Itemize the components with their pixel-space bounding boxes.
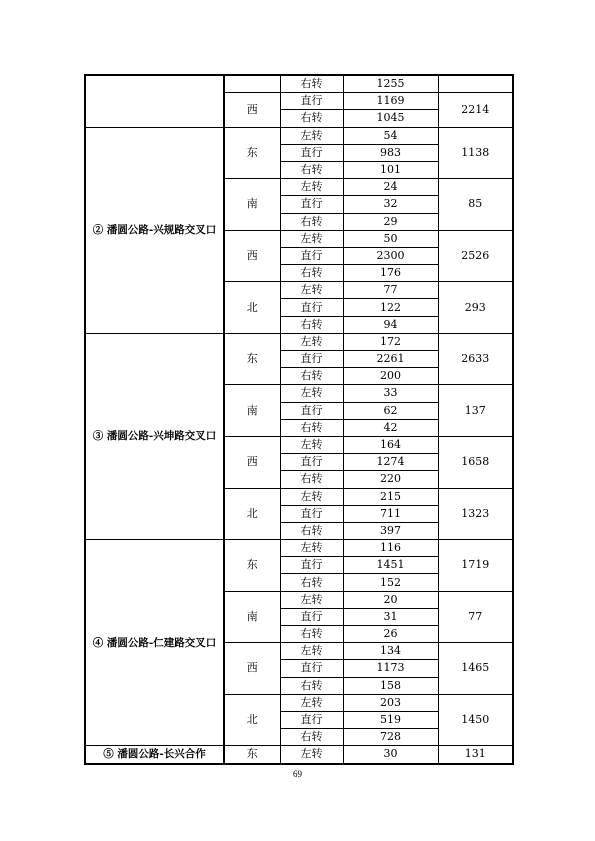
turn-movement-cell: 左转 bbox=[280, 127, 343, 144]
turn-movement-cell: 左转 bbox=[280, 488, 343, 505]
volume-cell: 203 bbox=[343, 694, 438, 711]
page-number: 69 bbox=[293, 769, 302, 779]
volume-cell: 1045 bbox=[343, 110, 438, 127]
volume-cell: 215 bbox=[343, 488, 438, 505]
turn-movement-cell: 直行 bbox=[280, 351, 343, 368]
turn-movement-cell: 右转 bbox=[280, 677, 343, 694]
table-row bbox=[85, 127, 513, 144]
volume-cell: 158 bbox=[343, 677, 438, 694]
volume-cell: 397 bbox=[343, 522, 438, 539]
approach-total-cell: 137 bbox=[438, 385, 513, 437]
approach-total-cell: 131 bbox=[438, 746, 513, 764]
volume-cell: 983 bbox=[343, 144, 438, 161]
turn-movement-cell: 直行 bbox=[280, 505, 343, 522]
turn-movement-cell: 右转 bbox=[280, 213, 343, 230]
turn-movement-cell: 右转 bbox=[280, 110, 343, 127]
approach-direction-cell: 北 bbox=[224, 282, 280, 334]
turn-movement-cell: 右转 bbox=[280, 368, 343, 385]
volume-cell: 152 bbox=[343, 574, 438, 591]
approach-direction-cell: 东 bbox=[224, 746, 280, 764]
approach-direction-cell bbox=[224, 75, 280, 93]
turn-movement-cell: 直行 bbox=[280, 144, 343, 161]
volume-cell: 101 bbox=[343, 161, 438, 178]
turn-movement-cell: 直行 bbox=[280, 299, 343, 316]
approach-direction-cell: 北 bbox=[224, 488, 280, 540]
volume-cell: 32 bbox=[343, 196, 438, 213]
approach-total-cell: 1658 bbox=[438, 436, 513, 488]
turn-movement-cell: 右转 bbox=[280, 75, 343, 93]
volume-cell: 29 bbox=[343, 213, 438, 230]
approach-direction-cell: 北 bbox=[224, 694, 280, 746]
approach-direction-cell: 东 bbox=[224, 333, 280, 385]
turn-movement-cell: 右转 bbox=[280, 161, 343, 178]
volume-cell: 33 bbox=[343, 385, 438, 402]
volume-cell: 1274 bbox=[343, 454, 438, 471]
approach-total-cell bbox=[438, 75, 513, 93]
volume-cell: 220 bbox=[343, 471, 438, 488]
traffic-volume-table bbox=[84, 74, 514, 765]
table-row bbox=[85, 540, 513, 557]
turn-movement-cell: 右转 bbox=[280, 522, 343, 539]
approach-total-cell: 1719 bbox=[438, 540, 513, 592]
volume-cell: 200 bbox=[343, 368, 438, 385]
volume-cell: 519 bbox=[343, 711, 438, 728]
approach-direction-cell: 西 bbox=[224, 436, 280, 488]
table-body bbox=[85, 75, 513, 764]
approach-direction-cell: 东 bbox=[224, 127, 280, 179]
volume-cell: 62 bbox=[343, 402, 438, 419]
volume-cell: 24 bbox=[343, 179, 438, 196]
turn-movement-cell: 右转 bbox=[280, 419, 343, 436]
turn-movement-cell: 左转 bbox=[280, 333, 343, 350]
volume-cell: 20 bbox=[343, 591, 438, 608]
volume-cell: 30 bbox=[343, 746, 438, 764]
turn-movement-cell: 右转 bbox=[280, 574, 343, 591]
turn-movement-cell: 右转 bbox=[280, 626, 343, 643]
approach-total-cell: 2214 bbox=[438, 93, 513, 127]
turn-movement-cell: 直行 bbox=[280, 557, 343, 574]
approach-total-cell: 2633 bbox=[438, 333, 513, 385]
volume-cell: 42 bbox=[343, 419, 438, 436]
turn-movement-cell: 直行 bbox=[280, 711, 343, 728]
intersection-name-cell: ⑤ 潘圆公路-长兴合作 bbox=[85, 746, 224, 764]
turn-movement-cell: 直行 bbox=[280, 454, 343, 471]
approach-total-cell: 293 bbox=[438, 282, 513, 334]
intersection-name-cell: ② 潘圆公路-兴规路交叉口 bbox=[85, 127, 224, 333]
volume-cell: 172 bbox=[343, 333, 438, 350]
volume-cell: 164 bbox=[343, 436, 438, 453]
turn-movement-cell: 左转 bbox=[280, 694, 343, 711]
intersection-name-cell: ③ 潘圆公路-兴坤路交叉口 bbox=[85, 333, 224, 539]
approach-total-cell: 1323 bbox=[438, 488, 513, 540]
approach-total-cell: 85 bbox=[438, 179, 513, 231]
volume-cell: 94 bbox=[343, 316, 438, 333]
volume-cell: 77 bbox=[343, 282, 438, 299]
approach-total-cell: 77 bbox=[438, 591, 513, 643]
approach-direction-cell: 东 bbox=[224, 540, 280, 592]
approach-total-cell: 1465 bbox=[438, 643, 513, 695]
table-row bbox=[85, 746, 513, 764]
approach-direction-cell: 西 bbox=[224, 643, 280, 695]
turn-movement-cell: 直行 bbox=[280, 608, 343, 625]
turn-movement-cell: 左转 bbox=[280, 179, 343, 196]
turn-movement-cell: 右转 bbox=[280, 471, 343, 488]
turn-movement-cell: 左转 bbox=[280, 591, 343, 608]
table-row bbox=[85, 333, 513, 350]
turn-movement-cell: 右转 bbox=[280, 265, 343, 282]
volume-cell: 1169 bbox=[343, 93, 438, 110]
approach-direction-cell: 西 bbox=[224, 93, 280, 127]
turn-movement-cell: 左转 bbox=[280, 540, 343, 557]
approach-total-cell: 2526 bbox=[438, 230, 513, 282]
approach-total-cell: 1138 bbox=[438, 127, 513, 179]
volume-cell: 176 bbox=[343, 265, 438, 282]
turn-movement-cell: 直行 bbox=[280, 660, 343, 677]
turn-movement-cell: 右转 bbox=[280, 316, 343, 333]
approach-total-cell: 1450 bbox=[438, 694, 513, 746]
turn-movement-cell: 左转 bbox=[280, 746, 343, 764]
turn-movement-cell: 左转 bbox=[280, 436, 343, 453]
volume-cell: 122 bbox=[343, 299, 438, 316]
turn-movement-cell: 直行 bbox=[280, 196, 343, 213]
approach-direction-cell: 南 bbox=[224, 591, 280, 643]
volume-cell: 711 bbox=[343, 505, 438, 522]
turn-movement-cell: 左转 bbox=[280, 230, 343, 247]
table-row bbox=[85, 75, 513, 93]
turn-movement-cell: 右转 bbox=[280, 729, 343, 746]
volume-cell: 54 bbox=[343, 127, 438, 144]
volume-cell: 2261 bbox=[343, 351, 438, 368]
volume-cell: 116 bbox=[343, 540, 438, 557]
intersection-name-cell bbox=[85, 75, 224, 127]
turn-movement-cell: 左转 bbox=[280, 282, 343, 299]
approach-direction-cell: 西 bbox=[224, 230, 280, 282]
approach-direction-cell: 南 bbox=[224, 179, 280, 231]
volume-cell: 26 bbox=[343, 626, 438, 643]
turn-movement-cell: 直行 bbox=[280, 402, 343, 419]
turn-movement-cell: 左转 bbox=[280, 643, 343, 660]
volume-cell: 1451 bbox=[343, 557, 438, 574]
volume-cell: 728 bbox=[343, 729, 438, 746]
volume-cell: 50 bbox=[343, 230, 438, 247]
turn-movement-cell: 直行 bbox=[280, 93, 343, 110]
volume-cell: 2300 bbox=[343, 247, 438, 264]
approach-direction-cell: 南 bbox=[224, 385, 280, 437]
turn-movement-cell: 左转 bbox=[280, 385, 343, 402]
intersection-name-cell: ④ 潘圆公路-仁建路交叉口 bbox=[85, 540, 224, 746]
turn-movement-cell: 直行 bbox=[280, 247, 343, 264]
volume-cell: 1255 bbox=[343, 75, 438, 93]
volume-cell: 1173 bbox=[343, 660, 438, 677]
volume-cell: 134 bbox=[343, 643, 438, 660]
volume-cell: 31 bbox=[343, 608, 438, 625]
